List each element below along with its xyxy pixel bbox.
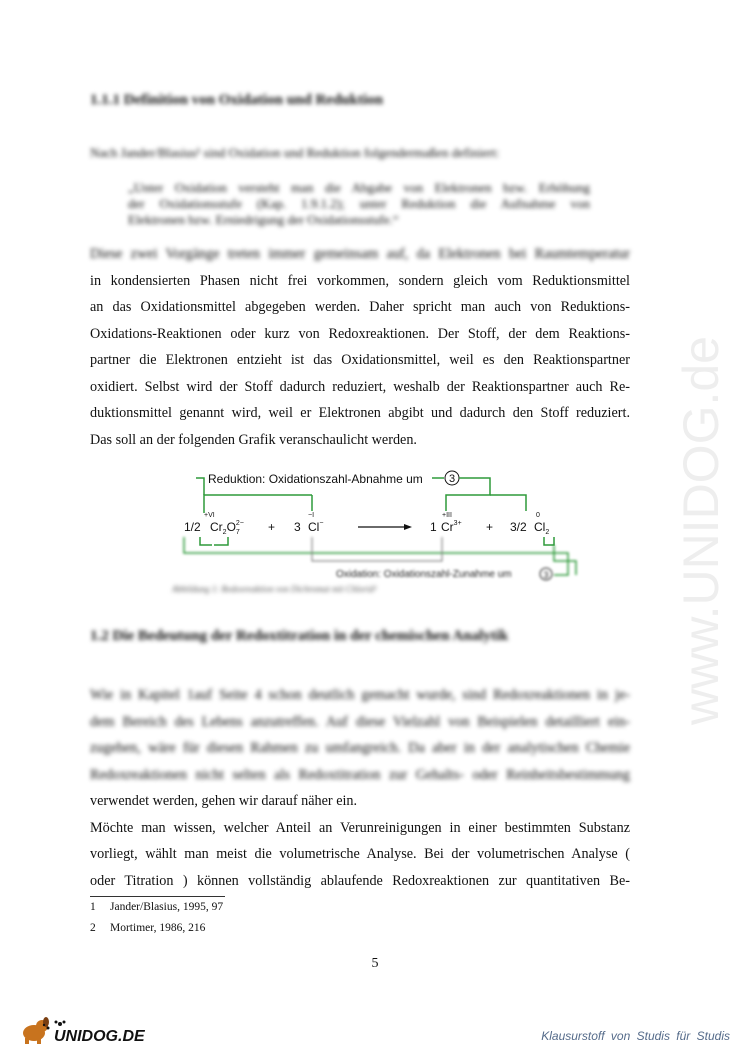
footnote-2 <box>90 922 205 934</box>
body-paragraph-2 <box>90 682 630 894</box>
equation-coef-2: 3 <box>294 520 301 534</box>
ox-number-1: +VI <box>204 512 215 519</box>
body-line: verwendet werden, gehen wir darauf näher ein. <box>90 793 358 809</box>
body-line: Diese zwei Vorgänge treten immer gemeinsam auf, da Elektronen bei Raumtemperatur <box>90 246 630 262</box>
equation-coef-3: 1 <box>430 520 437 534</box>
ox-number-3: +III <box>442 512 452 519</box>
footnote-number: 2 <box>90 922 96 934</box>
figure-caption: Abbildung 1: Redoxreaktion von Dichromat mit Chlorid² <box>172 584 377 594</box>
intro-text: Nach Jander/Blasius¹ sind Oxidation und Reduktion folgendermaßen definiert: <box>90 145 500 160</box>
equation-coef-4: 3/2 <box>510 520 527 534</box>
footnote-number: 1 <box>90 901 96 913</box>
body-line: Oxidations-Reaktionen oder kurz von Redoxreaktionen. Der Stoff, der dem Reaktions- <box>90 325 630 342</box>
species-chloride: Cl− <box>308 520 324 534</box>
body-line: Redoxreaktionen nicht selten als Redoxtitration zur Gehalts- oder Reinheitsbestimmung <box>90 766 630 783</box>
body-line: partner die Elektronen entzieht ist das Oxidationsmittel, weil es den Reaktionspartner <box>90 352 630 368</box>
reaction-arrow-head <box>404 524 412 530</box>
body-line: an das Oxidationsmittel abgegeben werden. Daher spricht man auch von Reduktions- <box>90 299 630 315</box>
body-paragraph-1 <box>90 241 630 453</box>
plus-sign-2: + <box>486 520 494 534</box>
unidog-logo[interactable] <box>20 1015 190 1045</box>
reduction-label: Reduktion: Oxidationszahl-Abnahme um <box>208 472 423 486</box>
footnote-text: Jander/Blasius, 1995, 97 <box>110 901 224 913</box>
footnote-1 <box>90 901 223 913</box>
definition-quote <box>128 180 590 228</box>
section-heading-1: 1.1.1 Definition von Oxidation und Reduktion <box>90 92 383 108</box>
quote-line: der Oxidationsstufe (Kap. 1.9.1.2); unter Reduktion die Aufnahme von <box>128 196 590 211</box>
ox-number-2: −I <box>308 512 315 519</box>
watermark-text: www.UNIDOG.de <box>673 336 729 725</box>
quote-line: „Unter Oxidation versteht man die Abgabe von Elektronen bzw. Erhöhung <box>128 180 590 195</box>
body-line: zugehen, wäre für diesen Rahmen zu umfangreich. Da aber in der analytischen Chemie <box>90 740 630 756</box>
body-line: Möchte man wissen, welcher Anteil an Verunreinigungen in einer bestimmten Substanz <box>90 819 630 836</box>
reduction-bracket-left <box>204 495 312 513</box>
body-line: duktionsmittel genannt wird, weil er Elektronen abgibt und dadurch den Stoff reduziert. <box>90 405 630 421</box>
redox-figure <box>170 465 590 600</box>
oxidation-label: Oxidation: Oxidationszahl-Zunahme um <box>336 569 512 580</box>
body-line: in kondensierten Phasen nicht frei vorkommen, sondern gleich vom Reduktionsmittel <box>90 272 630 289</box>
tagline: Klausurstoff von Studis für Studis <box>541 1029 730 1043</box>
body-line: Das soll an der folgenden Grafik veranschaulicht werden. <box>90 431 417 448</box>
section-heading-2: 1.2 Die Bedeutung der Redoxtitration in der chemischen Analytik <box>90 628 509 644</box>
body-line: oxidiert. Selbst wird der Stoff dadurch reduziert, weshalb der Reaktionspartner auch Re- <box>90 378 630 395</box>
footnote-rule <box>90 896 225 897</box>
reduction-arrow-to-cl2 <box>490 495 526 511</box>
equation-coef-1: 1/2 <box>184 520 201 534</box>
reduction-bracket-top <box>196 478 204 495</box>
footnote-text: Mortimer, 1986, 216 <box>110 922 206 934</box>
body-line: dem Bereich des Lebens anzutreffen. Auf diese Vielzahl von Beispielen detailliert ein- <box>90 713 630 730</box>
oxidation-number: 3 <box>543 570 549 580</box>
quote-line: Elektronen bzw. Erniedrigung der Oxidationsstufe.“ <box>128 212 399 227</box>
ox-number-4: 0 <box>536 512 540 519</box>
logo-text: UNIDOG.DE <box>54 1028 145 1045</box>
reduction-number: 3 <box>448 473 456 485</box>
dog-icon <box>23 1017 50 1044</box>
body-line: vorliegt, wählt man meist die volumetrische Analyse. Bei der volumetrischen Analyse ( <box>90 846 630 862</box>
watermark <box>660 270 740 730</box>
paw-icon <box>55 1021 66 1027</box>
species-chlorine: $Cl_2$ <box>534 520 550 536</box>
body-line: Wie in Kapitel 1auf Seite 4 schon deutlich gemacht wurde, sind Redoxreaktionen in je- <box>90 687 630 703</box>
page-number: 5 <box>371 956 379 971</box>
species-chromium-ion: $Cr^{3+}$ <box>441 520 462 534</box>
plus-sign-1: + <box>268 520 276 534</box>
oxidation-bracket <box>184 537 576 580</box>
body-line: oder Titration ) können vollständig ablaufende Redoxreaktionen zur quantitativen Be- <box>90 872 630 889</box>
species-dichromate: $Cr_2O_72-$ <box>210 520 244 536</box>
